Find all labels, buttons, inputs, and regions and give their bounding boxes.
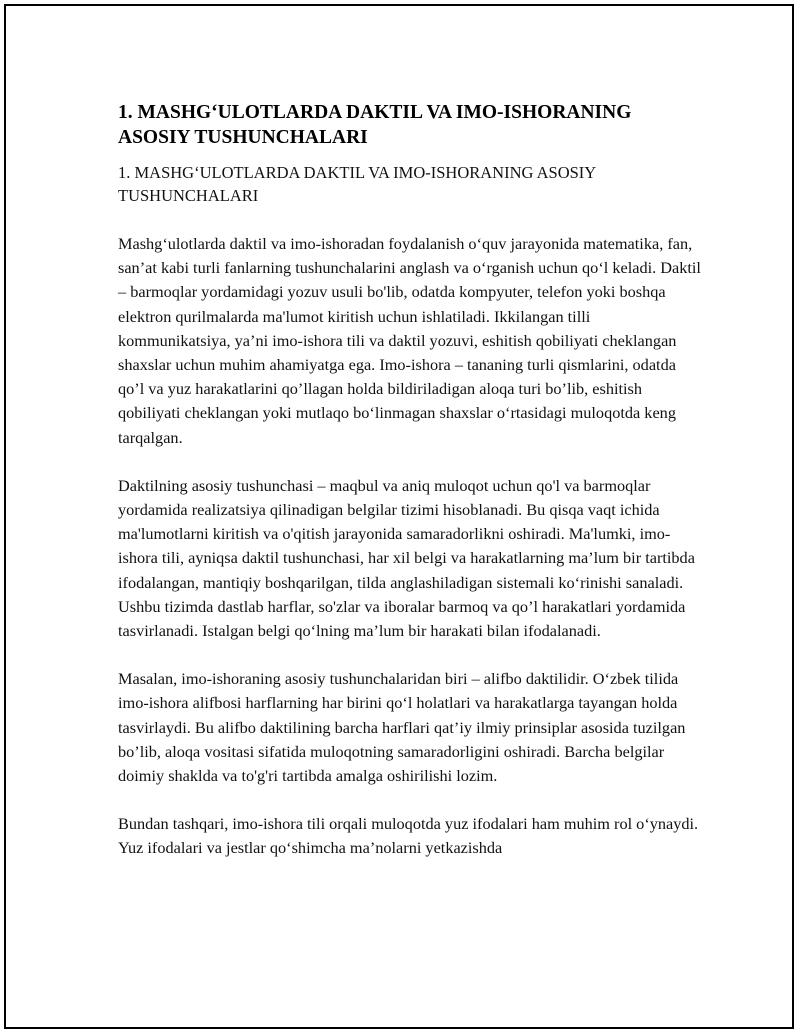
page-frame <box>4 4 794 1029</box>
document-body <box>118 100 703 885</box>
document-heading: 1. MASHG‘ULOTLARDA DAKTIL VA IMO-ISHORANING ASOSIY TUSHUNCHALARI <box>118 102 632 148</box>
paragraph-4: Bundan tashqari, imo-ishora tili orqali muloqotda yuz ifodalari ham muhim rol o‘ynaydi. Yuz ifodalari va jestlar qo‘shimcha ma’nolarni yetkazishda <box>118 814 699 858</box>
paragraph-3: Masalan, imo-ishoraning asosiy tushunchalaridan biri – alifbo daktilidir. O‘zbek tilida imo-ishora alifbosi harflarning har birini qo‘l holatlari va harakatlarga tayangan holda tasvirlaydi. Bu alifbo daktilining barcha harflari qat’iy ilmiy prinsiplar asosida tuzilgan bo’lib, aloqa vositasi sifatida muloqotning samaradorligini oshiradi. Barcha belgilar doimiy shaklda va to'g'ri tartibda amalga oshirilishi lozim. <box>118 669 686 786</box>
document-subheading: 1. MASHG‘ULOTLARDA DAKTIL VA IMO-ISHORANING ASOSIY TUSHUNCHALARI <box>118 163 596 205</box>
paragraph-1: Mashg‘ulotlarda daktil va imo-ishoradan foydalanish o‘quv jarayonida matematika, fan, san’at kabi turli fanlarning tushunchalarini anglash va o‘rganish uchun qo‘l keladi. Daktil – barmoqlar yordamidagi yozuv usuli bo'lib, odatda kompyuter, telefon yoki boshqa elektron qurilmalarda ma'lumot kiritish uchun ishlatiladi. Ikkilangan tilli kommunikatsiya, ya’ni imo-ishora tili va daktil yozuvi, eshitish qobiliyati cheklangan shaxslar uchun muhim ahamiyatga ega. Imo-ishora – tananing turli qismlarini, odatda qo’l va yuz harakatlarini qo’llagan holda bildiriladigan aloqa turi bo’lib, eshitish qobiliyati cheklangan yoki mutlaqo bo‘linmagan shaxslar o‘rtasidagi muloqotda keng tarqalgan. <box>118 234 701 447</box>
paragraph-2: Daktilning asosiy tushunchasi – maqbul va aniq muloqot uchun qo'l va barmoqlar yordamida realizatsiya qilinadigan belgilar tizimi hisoblanadi. Bu qisqa vaqt ichida ma'lumotlarni kiritish va o'qitish jarayonida samaradorlikni oshiradi. Ma'lumki, imo-ishora tili, ayniqsa daktil tushunchasi, har xil belgi va harakatlarning ma’lum bir tartibda ifodalangan, mantiqiy boshqarilgan, tilda anglashiladigan sistemali ko‘rinishi sanaladi. Ushbu tizimda dastlab harflar, so'zlar va iboralar barmoq va qo’l harakatlari yordamida tasvirlanadi. Istalgan belgi qo‘lning ma’lum bir harakati bilan ifodalanadi. <box>118 475 695 641</box>
